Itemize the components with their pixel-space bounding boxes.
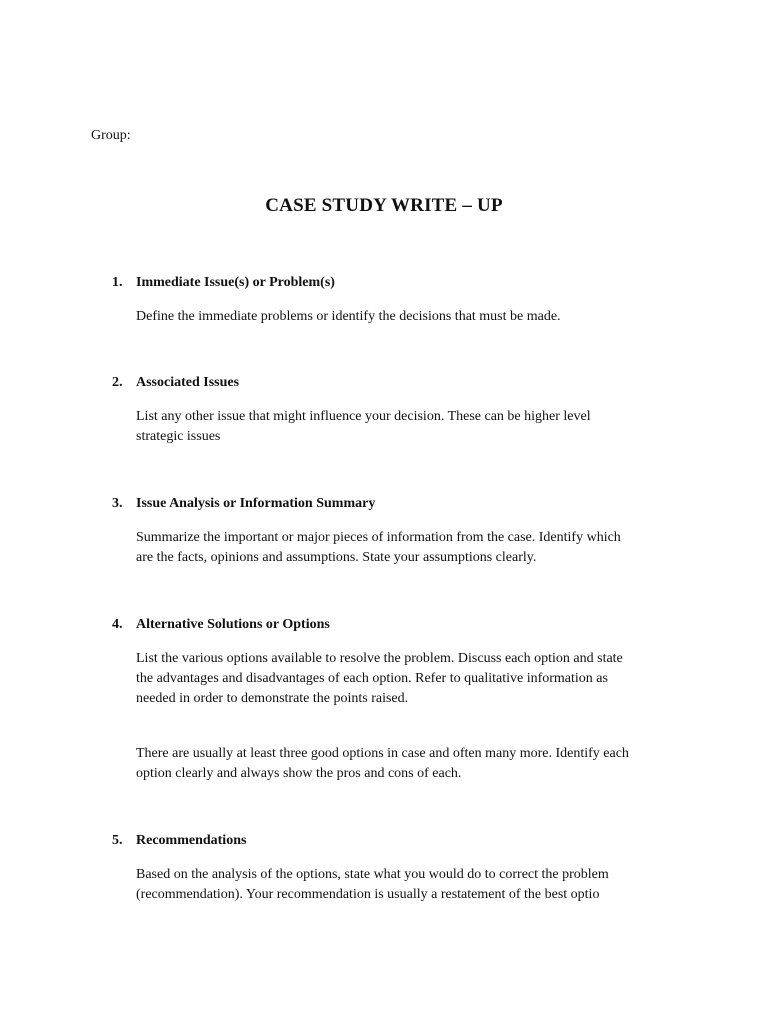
paragraph-line: There are usually at least three good options in case and often many more. Identify each — [136, 746, 629, 761]
section-paragraph — [136, 865, 676, 905]
paragraph-line: are the facts, opinions and assumptions. State your assumptions clearly. — [136, 550, 537, 565]
paragraph-line: the advantages and disadvantages of each option. Refer to qualitative information as — [136, 671, 608, 686]
paragraph-line: (recommendation). Your recommendation is usually a restatement of the best optio — [136, 887, 600, 902]
section-number: 4. — [112, 617, 123, 632]
section-number: 1. — [112, 275, 123, 290]
section-paragraph — [136, 649, 676, 709]
paragraph-line: Summarize the important or major pieces of information from the case. Identify which — [136, 530, 621, 545]
section-title: Immediate Issue(s) or Problem(s) — [136, 275, 335, 290]
section-title: Recommendations — [136, 833, 247, 848]
paragraph-line: Based on the analysis of the options, state what you would do to correct the problem — [136, 867, 609, 882]
section-number: 5. — [112, 833, 123, 848]
section-title: Associated Issues — [136, 375, 240, 390]
section-paragraph — [136, 528, 676, 568]
paragraph-line: Define the immediate problems or identify the decisions that must be made. — [136, 309, 561, 324]
document-title: CASE STUDY WRITE – UP — [265, 195, 503, 216]
paragraph-line: needed in order to demonstrate the points raised. — [136, 691, 409, 706]
paragraph-line: List any other issue that might influence your decision. These can be higher level — [136, 409, 591, 424]
section-number: 2. — [112, 375, 123, 390]
section-title: Issue Analysis or Information Summary — [136, 496, 376, 511]
paragraph-line: option clearly and always show the pros and cons of each. — [136, 766, 462, 781]
paragraph-line: strategic issues — [136, 429, 221, 444]
section-paragraph — [136, 307, 676, 327]
section-title: Alternative Solutions or Options — [136, 617, 330, 632]
section-paragraph — [136, 744, 676, 784]
group-label: Group: — [91, 128, 131, 143]
paragraph-line: List the various options available to resolve the problem. Discuss each option and state — [136, 651, 623, 666]
section-number: 3. — [112, 496, 123, 511]
section-paragraph — [136, 407, 676, 447]
